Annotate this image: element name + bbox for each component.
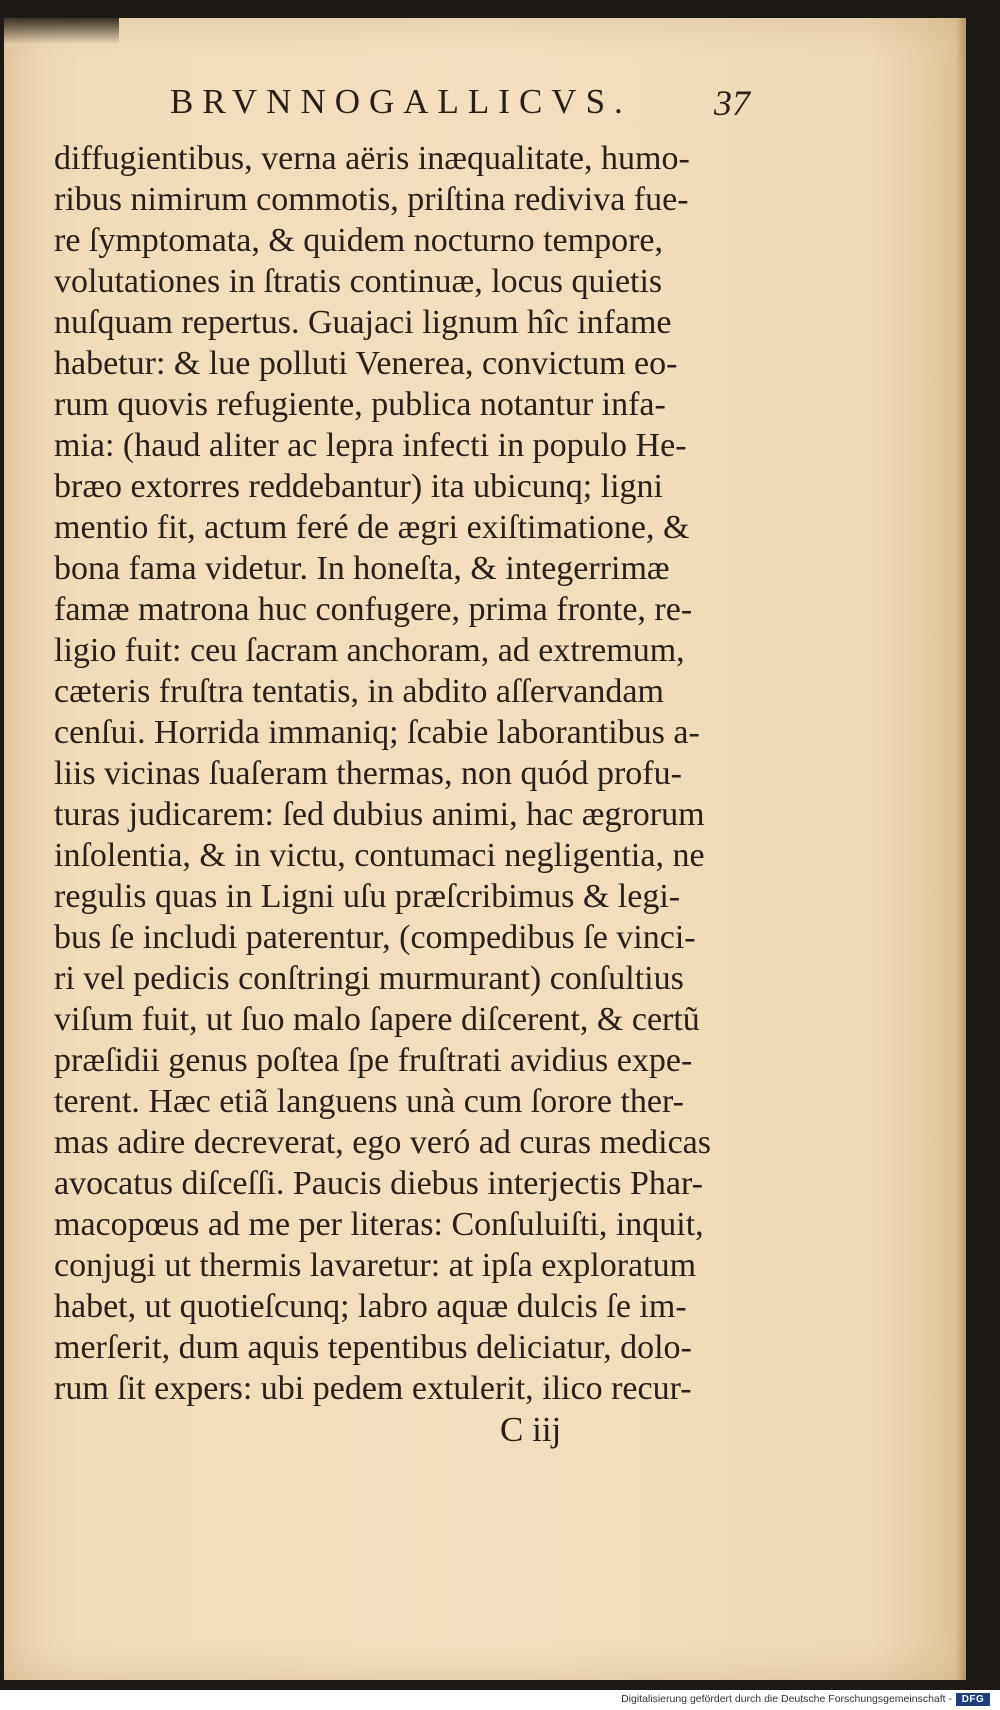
text-line: nuſquam repertus. Guajaci lignum hîc infame bbox=[54, 304, 672, 341]
text-line: re ſymptomata, & quidem nocturno tempore, bbox=[54, 222, 664, 259]
text-line: avocatus diſceſſi. Paucis diebus interjectis Phar- bbox=[54, 1165, 703, 1202]
running-title: BRVNNOGALLICVS. bbox=[170, 82, 632, 121]
text-line: bona fama videtur. In honeſta, & integerrimæ bbox=[54, 550, 670, 587]
text-line: merſerit, dum aquis tepentibus deliciatur, dolo- bbox=[54, 1329, 692, 1366]
text-line: rum quovis refugiente, publica notantur infa- bbox=[54, 386, 666, 423]
body-text bbox=[54, 138, 772, 1409]
page-corner-stain bbox=[4, 18, 119, 44]
text-line: liis vicinas ſuaſeram thermas, non quód profu- bbox=[54, 755, 682, 792]
signature-mark: C iij bbox=[500, 1410, 562, 1449]
text-line: volutationes in ſtratis continuæ, locus quietis bbox=[54, 263, 663, 300]
text-line: viſum fuit, ut ſuo malo ſapere diſcerent, & certũ bbox=[54, 1001, 700, 1038]
text-line: ligio fuit: ceu ſacram anchoram, ad extremum, bbox=[54, 632, 685, 669]
text-line: ribus nimirum commotis, priſtina rediviva fue- bbox=[54, 181, 689, 218]
page-edge-shadow bbox=[956, 18, 966, 1680]
text-line: præſidii genus poſtea ſpe fruſtrati avidius expe- bbox=[54, 1042, 693, 1079]
text-line: bus ſe includi paterentur, (compedibus ſe vinci- bbox=[54, 919, 696, 956]
text-line: rum ſit expers: ubi pedem extulerit, ilico recur- bbox=[54, 1370, 692, 1407]
text-line: habetur: & lue polluti Venerea, convictum eo- bbox=[54, 345, 678, 382]
footer-credit: Digitalisierung gefördert durch die Deutsche Forschungsgemeinschaft - bbox=[621, 1693, 952, 1705]
text-line: inſolentia, & in victu, contumaci negligentia, ne bbox=[54, 837, 705, 874]
text-line: famæ matrona huc confugere, prima fronte, re- bbox=[54, 591, 693, 628]
text-line: bræo extorres reddebantur) ita ubicunq; ligni bbox=[54, 468, 663, 505]
text-line: mia: (haud aliter ac lepra infecti in populo He- bbox=[54, 427, 687, 464]
text-line: ri vel pedicis conſtringi murmurant) conſultius bbox=[54, 960, 684, 997]
text-line: cenſui. Horrida immaniq; ſcabie laborantibus a- bbox=[54, 714, 700, 751]
footer-bar bbox=[0, 1690, 1000, 1710]
text-line: habet, ut quotieſcunq; labro aquæ dulcis ſe im- bbox=[54, 1288, 687, 1325]
text-line: terent. Hæc etiã languens unà cum ſorore ther- bbox=[54, 1083, 684, 1120]
dfg-logo: DFG bbox=[956, 1693, 990, 1706]
text-line: macopœus ad me per literas: Conſuluiſti, inquit, bbox=[54, 1206, 704, 1243]
running-head bbox=[170, 82, 750, 128]
text-line: regulis quas in Ligni uſu præſcribimus & legi- bbox=[54, 878, 681, 915]
text-line: conjugi ut thermis lavaretur: at ipſa exploratum bbox=[54, 1247, 697, 1284]
text-line: turas judicarem: ſed dubius animi, hac ægrorum bbox=[54, 796, 705, 833]
text-line: cæteris fruſtra tentatis, in abdito aſſervandam bbox=[54, 673, 664, 710]
text-line: diffugientibus, verna aëris inæqualitate, humo- bbox=[54, 140, 690, 177]
text-line: mas adire decreverat, ego veró ad curas medicas bbox=[54, 1124, 711, 1161]
page-number: 37 bbox=[714, 83, 750, 123]
text-line: mentio fit, actum feré de ægri exiſtimatione, & bbox=[54, 509, 690, 546]
